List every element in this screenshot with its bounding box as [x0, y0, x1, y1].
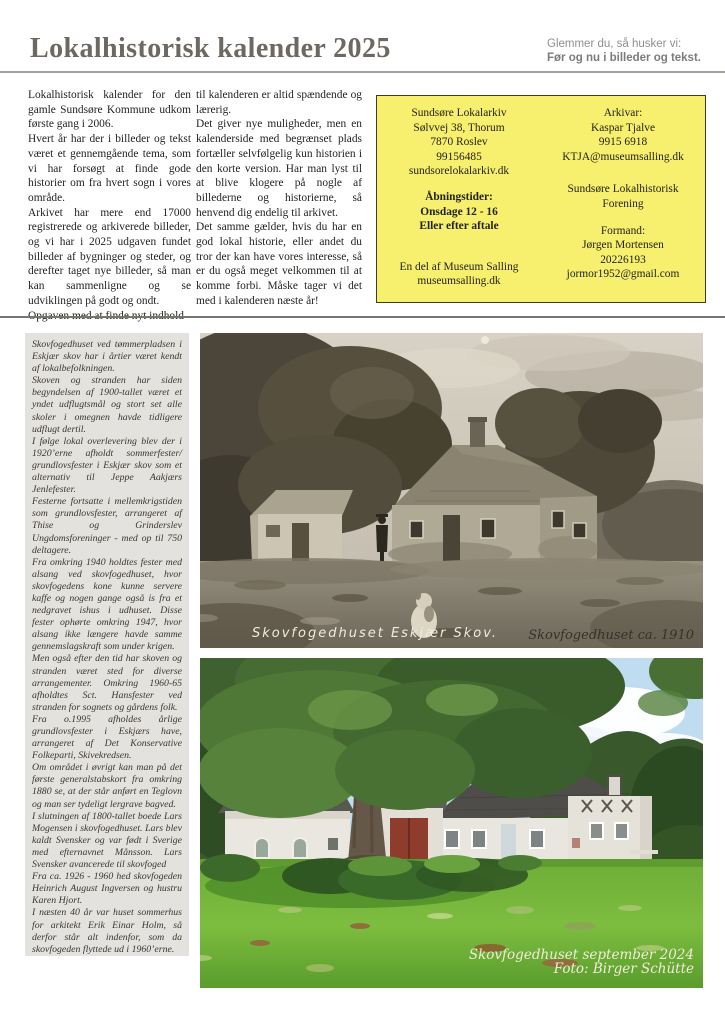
intro-column-1 — [28, 88, 191, 323]
header-divider — [0, 71, 725, 73]
photo-skovfogedhuset-1910 — [200, 333, 703, 648]
story-paragraph: Fra ca. 1926 - 1960 hed skovfogeden Heinrich August Ingversen og hustru Karen Hjort. — [32, 871, 182, 907]
intro-paragraph: Arkivet har mere end 17000 registrerede og arkiverede billeder, og vi har i 2025 udgaven fundet billeder af bygninger og steder, og derefter taget nye billeder, så man kan sammenligne og se udviklingen på godt og ondt. — [28, 206, 191, 307]
museum-affiliation — [377, 260, 541, 289]
society-line-2: Forening — [602, 197, 644, 210]
intro-paragraph: Det samme gælder, hvis du har en god lokal historie, eller andet du tror der kan have vores interesse, så er du også meget velkommen til at komme forbi. Måske tager vi det med i kalenderen næste år! — [196, 221, 362, 307]
archive-address — [377, 106, 541, 179]
chairman-name: Jørgen Mortensen — [582, 239, 664, 252]
intro-paragraph: Hvert år har der i billeder og tekst været et gennemgående tema, som vi har forsøgt at finde gode historier om fra hvert sogn i vores område. — [28, 133, 191, 204]
intro-paragraph: Det giver nye muligheder, men en kalenderside med begrænset plads fortæller selvfølgelig kun historien i den korte version. Har man lyst til at blive klogere på nogle af billederne og historierne, så henvend dig endelig til arkivet. — [196, 118, 362, 219]
contact-info-box — [376, 95, 706, 303]
archive-street: Sølvvej 38, Thorum — [413, 121, 505, 134]
archivist-email: KTJA@museumsalling.dk — [562, 150, 684, 163]
page-title: Lokalhistorisk kalender 2025 — [30, 33, 391, 64]
story-paragraph: Festerne fortsatte i mellemkrigstiden som grundlovsfester, arrangeret af Thise og Grinderslev Ungdomsforeninger - med op til 750 deltagere. — [32, 496, 182, 556]
info-box-right-column — [541, 96, 705, 302]
story-paragraph: Om området i øvrigt kan man på det første generalstabskort fra omkring 1880 se, at der står anført en Teglovn og man ser tydeligt lergrave bagved. — [32, 762, 182, 810]
info-box-left-column — [377, 96, 541, 302]
story-paragraph: Fra omkring 1940 holdtes fester med alsang ved skovfogedhuset, hvor skovfogedens kone kunne servere kaffe og nogen gange også is fra et nedgravet ishus i udhuset. Disse fester ophørte omkring 1947, hvor alsang ikke længere havde samme gennemslagskraft som under krigen. — [32, 556, 182, 653]
archivist-name: Kaspar Tjalve — [591, 121, 655, 134]
archivist-heading: Arkivar: — [603, 107, 643, 119]
intro-paragraph: til kalenderen er altid spændende og lærerig. — [196, 89, 362, 116]
archive-phone: 99156485 — [436, 150, 482, 163]
opening-hours-heading: Åbningstider: — [425, 190, 493, 203]
story-sidebar — [25, 333, 189, 956]
story-paragraph: I slutningen af 1800-tallet boede Lars Mogensen i skovfogedhuset. Lars blev kaldt Svensker og var født i Sverige med efternavnet Månsson. Lars Svensker avancerede til skovfoged — [32, 810, 182, 871]
opening-hours — [377, 190, 541, 234]
chairman-heading: Formand: — [600, 224, 646, 237]
society-name — [541, 182, 705, 211]
photo-old-handwritten-caption: Skovfogedhuset Eskjær Skov. — [252, 626, 498, 641]
story-paragraph: Skoven og stranden har siden begyndelsen af 1900-tallet været et yndet udflugtsmål og stort set alle skoler i omegnen havde tidligere udflugt dertil. — [32, 375, 182, 435]
museum-website: museumsalling.dk — [417, 275, 501, 288]
archive-name: Sundsøre Lokalarkiv — [411, 107, 507, 119]
chairman-contact — [541, 224, 705, 282]
archivist-contact — [541, 106, 705, 164]
story-paragraph: Men også efter den tid har skoven og stranden været sted for diverse arrangementer. Omkring 1960-65 afholdtes Sct. Hansfester ved stranden for sognets og gårdens folk. — [32, 653, 182, 713]
story-paragraph: Fra o.1995 afholdes årlige grundlovsfester i Eskjærs have, arrangeret af Det Konservative Folkeparti, Skivekredsen. — [32, 713, 182, 762]
photo-skovfogedhuset-2024 — [200, 658, 703, 988]
archive-website: sundsorelokalarkiv.dk — [408, 165, 510, 178]
intro-paragraph: Lokalhistorisk kalender for den gamle Sundsøre Kommune udkom første gang i 2006. — [28, 89, 191, 131]
society-line-1: Sundsøre Lokalhistorisk — [567, 183, 679, 196]
chairman-email: jormor1952@gmail.com — [566, 268, 680, 281]
section-divider — [0, 316, 725, 318]
photo-new-caption-line-2: Foto: Birger Schütte — [553, 961, 694, 977]
intro-column-2 — [196, 88, 362, 309]
photo-new-caption-line-1: Skovfogedhuset september 2024 — [468, 947, 694, 963]
archivist-phone: 9915 6918 — [598, 136, 648, 149]
photo-old-illustration — [200, 333, 703, 648]
photo-new-illustration — [200, 658, 703, 988]
opening-hours-days: Onsdage 12 - 16 — [420, 205, 498, 218]
chairman-phone: 20226193 — [600, 253, 646, 266]
opening-hours-note: Eller efter aftale — [419, 220, 499, 233]
tagline — [547, 37, 701, 65]
archive-city: 7870 Roslev — [430, 136, 488, 149]
photo-old-caption: Skovfogedhuset ca. 1910 — [528, 628, 694, 643]
story-paragraph: Skovfogedhuset ved tømmerpladsen i Eskjær skov har i årtier været kendt af lokalbefolkningen. — [32, 339, 182, 375]
story-paragraph: I følge lokal overlevering blev der i 1920’erne afholdt sommerfester/ grundlovsfester i Eskjær skov som et alternativ til Jeppe Aakjærs Jenlefester. — [32, 435, 182, 496]
tagline-line-1: Glemmer du, så husker vi: — [547, 38, 682, 50]
tagline-line-2: Før og nu i billeder og tekst. — [547, 52, 701, 64]
museum-line: En del af Museum Salling — [399, 260, 519, 273]
story-paragraph: I næsten 40 år var huset sommerhus for arkitekt Erik Einar Holm, så derfor står alt indenfor, som da skovfogeden flyttede ud i 1960’erne. — [32, 907, 182, 955]
